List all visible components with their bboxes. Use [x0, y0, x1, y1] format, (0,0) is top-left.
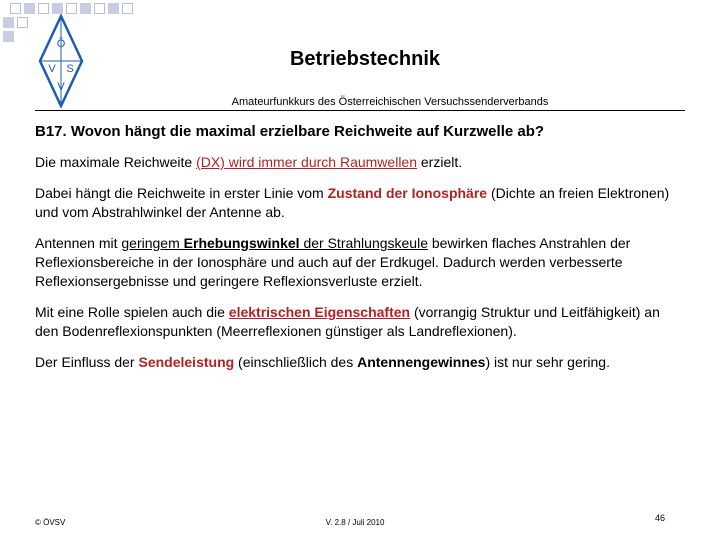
p4-text-c: (vorrangig Struktur und Leitfähigkeit) an den Bodenreflexionspunkten (Meerreflexionen günstiger als Landreflexionen).	[35, 304, 660, 339]
svg-text:V: V	[57, 81, 65, 93]
p1-text-c: erzielt.	[417, 154, 463, 170]
slide-content	[35, 122, 685, 384]
p4-highlight: elektrischen Eigenschaften	[228, 304, 411, 320]
p3-underlined-b: der Strahlungskeule	[299, 235, 428, 251]
footer-version: V. 2.8 / Juli 2010	[325, 518, 385, 527]
page-subtitle: Amateurfunkkurs des Österreichischen Versuchssenderverbands	[231, 96, 549, 108]
paragraph-2	[35, 184, 685, 222]
footer-copyright: © ÖVSV	[35, 518, 66, 527]
p1-text-a: Die maximale Reichweite	[35, 154, 197, 170]
svg-text:Ö: Ö	[56, 38, 66, 50]
p5-highlight: Sendeleistung	[138, 354, 235, 370]
p3-text-a: Antennen mit	[35, 235, 122, 251]
p3-bold-term: Erhebungswinkel	[183, 235, 300, 251]
p5-bold-term: Antennengewinnes	[357, 354, 486, 370]
p5-text-e: ) ist nur sehr gering.	[485, 354, 610, 370]
p2-text-c: (Dichte an freien Elektronen) und vom Abstrahlwinkel der Antenne ab.	[35, 185, 670, 220]
header-divider	[35, 110, 685, 111]
ovsv-logo	[36, 14, 86, 108]
p3-underlined-a: geringem	[121, 235, 184, 251]
svg-text:V: V	[48, 63, 56, 75]
paragraph-1	[35, 153, 685, 172]
p3-text-e: bewirken flaches Anstrahlen der Reflexionsbereiche in der Ionosphäre und auch auf der Erdkugel. Dadurch werden verbesserte Reflexionsergebnisse und geringere Reflexionsverluste erzielt.	[35, 235, 631, 289]
paragraph-4	[35, 303, 685, 341]
p2-text-a: Dabei hängt die Reichweite in erster Linie vom	[35, 185, 328, 201]
svg-text:S: S	[66, 63, 74, 75]
p5-text-c: (einschließlich des	[234, 354, 358, 370]
p5-text-a: Der Einfluss der	[35, 354, 139, 370]
p4-text-a: Mit eine Rolle spielen auch die	[35, 304, 229, 320]
page-number: 46	[655, 513, 666, 523]
paragraph-5	[35, 353, 685, 372]
p1-highlight: (DX) wird immer durch Raumwellen	[196, 154, 417, 170]
page-title: Betriebstechnik	[289, 48, 441, 70]
paragraph-3	[35, 234, 685, 291]
p2-highlight: Zustand der Ionosphäre	[327, 185, 488, 201]
question-heading: B17. Wovon hängt die maximal erzielbare Reichweite auf Kurzwelle ab?	[35, 123, 545, 140]
